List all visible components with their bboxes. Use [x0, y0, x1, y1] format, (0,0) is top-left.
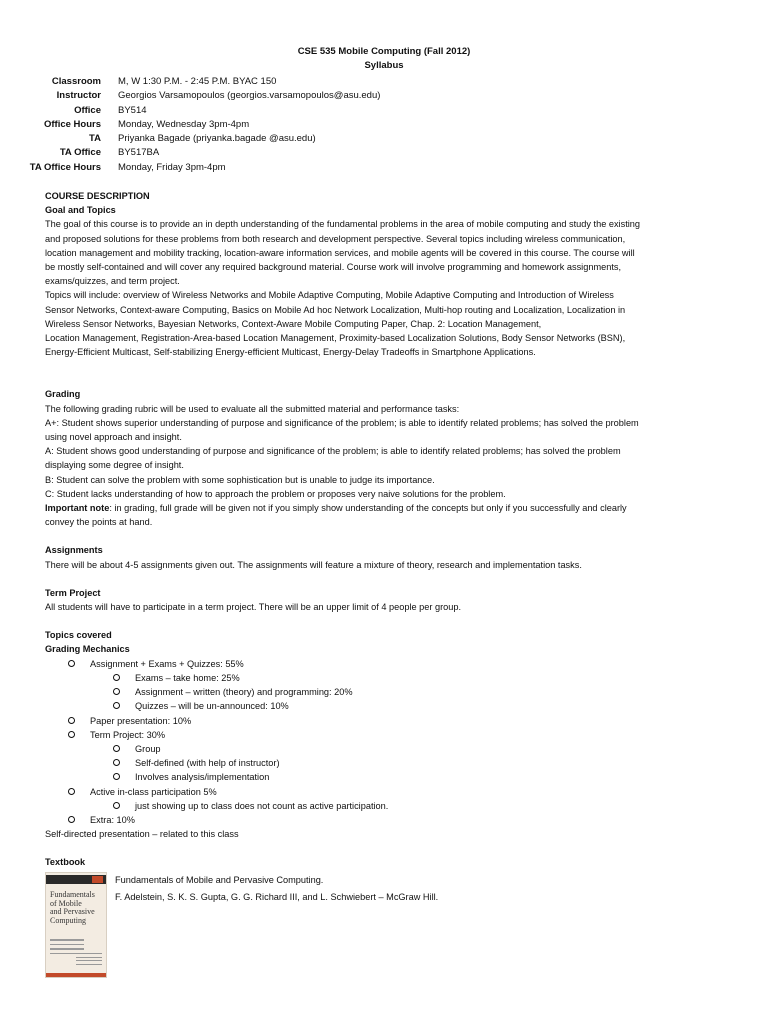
sub-list-item-label: Assignment – written (theory) and programming: 20% [135, 687, 353, 698]
course-info-table [0, 75, 768, 175]
important-note-text: : in grading, full grade will be given not if you simply show understanding of the concepts but only if you successfully and clearly [109, 503, 627, 514]
self-directed-text: Self-directed presentation – related to this class [45, 829, 239, 840]
textbook-section [45, 872, 745, 982]
list-item-label: Term Project: 30% [90, 729, 166, 740]
text-line: convey the points at hand. [45, 517, 153, 528]
sub-list [90, 799, 757, 813]
goal-paragraph [45, 217, 757, 288]
info-value: M, W 1:30 P.M. - 2:45 P.M. BYAC 150 [118, 76, 277, 87]
bullet-icon [113, 702, 120, 709]
info-row-ta [0, 132, 768, 146]
info-label: TA Office Hours [29, 161, 101, 173]
text-line: displaying some degree of insight. [45, 460, 184, 471]
text-line: A: Student shows good understanding of purpose and significance of the problem; is able to identify related problems; has solved the problem [45, 446, 621, 457]
text-line: C: Student lacks understanding of how to approach the problem or proposes very naive solutions for the problem. [45, 488, 506, 499]
info-label: Office Hours [43, 118, 101, 130]
info-value: Monday, Friday 3pm-4pm [118, 161, 226, 173]
info-label: Office [74, 104, 101, 116]
grading-mechanics-list [45, 657, 757, 827]
text-line: Wireless Sensor Networks, Bayesian Networks, Context-Aware Mobile Computing Paper, Chap. 2: Location Management, [45, 318, 542, 329]
bullet-icon [113, 745, 120, 752]
bullet-icon [68, 816, 75, 823]
sub-list-item-label: Group [135, 743, 161, 754]
text-line: exams/quizzes, and term project. [45, 276, 180, 287]
list-item [45, 728, 757, 785]
list-item-label: Paper presentation: 10% [90, 715, 192, 726]
text-line: be mostly self-contained and will cover any required background material. Course work will involve programming and homework assignments, [45, 262, 622, 273]
text-line: The following grading rubric will be used to evaluate all the submitted material and performance tasks: [45, 403, 460, 414]
text-line: The goal of this course is to provide an in depth understanding of the fundamental problems in the area of mobile computing and study the existing [45, 219, 641, 230]
important-note-label: Important note [45, 503, 110, 514]
grading-heading: Grading [45, 389, 81, 400]
info-value: Georgios Varsamopoulos (georgios.varsamopoulos@asu.edu) [118, 90, 381, 102]
text-line: Sensor Networks, Context-aware Computing, Basics on Mobile Ad hoc Network Localization, Multi-hop routing and Localization, Localization in [45, 304, 626, 315]
textbook-heading: Textbook [45, 857, 86, 868]
info-row-ta-office [0, 146, 768, 160]
topics-paragraph [45, 288, 757, 359]
syllabus-body [45, 189, 757, 870]
sub-list-item-label: Self-defined (with help of instructor) [135, 758, 280, 769]
sub-list-item [90, 685, 757, 699]
bullet-icon [113, 674, 120, 681]
sub-list-item [90, 671, 757, 685]
bullet-icon [113, 773, 120, 780]
grading-mechanics-heading: Grading Mechanics [45, 644, 130, 655]
info-value: BY514 [118, 104, 147, 116]
book-cover-image [45, 872, 107, 978]
grading-paragraph [45, 402, 757, 530]
info-row-ta-office-hours [0, 161, 768, 175]
bullet-icon [113, 759, 120, 766]
sub-list [90, 671, 757, 714]
text-line: Location Management, Registration-Area-based Location Management, Proximity-based Localization Solutions, Body Sensor Networks (BSN), [45, 333, 626, 344]
sub-list-item [90, 799, 757, 813]
term-project-heading: Term Project [45, 587, 101, 598]
list-item [45, 714, 757, 728]
text-line: Topics will include: overview of Wireless Networks and Mobile Adaptive Computing, Mobile Adaptive Computing and Introduction of Wireless [45, 290, 614, 301]
text-line: using novel approach and insight. [45, 432, 182, 443]
sub-list-item-label: Quizzes – will be un-announced: 10% [135, 701, 289, 712]
list-item-label: Assignment + Exams + Quizzes: 55% [90, 658, 244, 669]
sub-list-item [90, 770, 757, 784]
info-label: TA [89, 133, 101, 145]
text-line: Energy-Efficient Multicast, Self-stabilizing Energy-efficient Multicast, Energy-Delay Tradeoffs in Smartphone Applications. [45, 347, 536, 358]
sub-list-item-label: Involves analysis/implementation [135, 772, 270, 783]
document-title: CSE 535 Mobile Computing (Fall 2012) [297, 46, 471, 57]
important-note [45, 501, 757, 515]
bullet-icon [113, 802, 120, 809]
info-value: Monday, Wednesday 3pm-4pm [118, 118, 250, 130]
info-label: TA Office [59, 147, 101, 159]
list-item [45, 785, 757, 813]
bullet-icon [68, 731, 75, 738]
sub-list-item [90, 756, 757, 770]
text-line: and proposed solutions for these problems from both research and development perspective. Several topics including wireless communication, [45, 233, 626, 244]
info-value: BY517BA [118, 147, 160, 159]
bullet-icon [68, 788, 75, 795]
info-row-classroom [0, 75, 768, 89]
textbook-authors: F. Adelstein, S. K. S. Gupta, G. G. Richard III, and L. Schwiebert – McGraw Hill. [115, 892, 439, 902]
info-row-office-hours [0, 118, 768, 132]
textbook-details [115, 872, 438, 906]
textbook-title: Fundamentals of Mobile and Pervasive Computing. [115, 875, 324, 885]
info-row-office [0, 104, 768, 118]
sub-list-item-label: Exams – take home: 25% [135, 672, 240, 683]
bullet-icon [68, 717, 75, 724]
list-item [45, 657, 757, 714]
sub-list-item-label: just showing up to class does not count as active participation. [135, 800, 389, 811]
info-label: Classroom [51, 76, 101, 87]
text-line: A+: Student shows superior understanding of purpose and significance of the problem; is able to identify related problems; has solved the problem [45, 417, 639, 428]
term-project-text: All students will have to participate in a term project. There will be an upper limit of 4 people per group. [45, 602, 462, 613]
assignments-text: There will be about 4-5 assignments given out. The assignments will feature a mixture of theory, research and implementation tasks. [45, 559, 582, 570]
book-cover-title: Fundamentals of Mobile and Pervasive Computing [50, 890, 95, 925]
info-row-instructor [0, 89, 768, 103]
info-label: Instructor [56, 90, 101, 102]
list-item [45, 813, 757, 827]
document-subtitle: Syllabus [364, 60, 404, 71]
text-line: B: Student can solve the problem with some sophistication but is unable to judge its importance. [45, 474, 435, 485]
sub-list-item [90, 742, 757, 756]
info-value: Priyanka Bagade (priyanka.bagade @asu.edu) [118, 133, 316, 145]
bullet-icon [68, 660, 75, 667]
assignments-heading: Assignments [45, 545, 103, 556]
topics-covered-heading: Topics covered [45, 630, 112, 641]
course-description-heading: COURSE DESCRIPTION [45, 191, 150, 201]
list-item-label: Extra: 10% [90, 814, 135, 825]
bullet-icon [113, 688, 120, 695]
sub-list [90, 742, 757, 785]
text-line: location management and mobility tracking, location-aware information services, and mobile agents will be covered in this course. The course will [45, 247, 635, 258]
sub-list-item [90, 699, 757, 713]
list-item-label: Active in-class participation 5% [90, 786, 217, 797]
goal-topics-heading: Goal and Topics [45, 205, 116, 216]
